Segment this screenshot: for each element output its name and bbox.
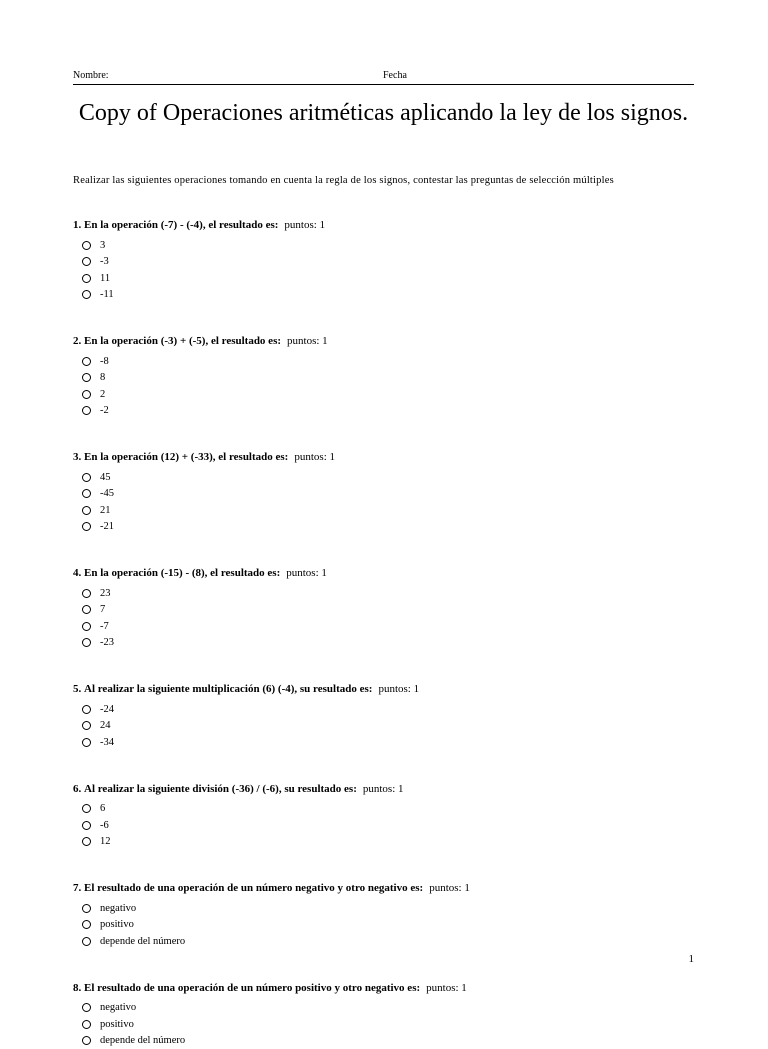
question-number: 7. xyxy=(73,882,81,894)
header-divider xyxy=(73,84,694,85)
question-text: En la operación (-3) + (-5), el resultado es: xyxy=(84,335,281,347)
question-number: 2. xyxy=(73,335,81,347)
answer-option-label: positivo xyxy=(100,919,134,930)
radio-button-icon[interactable] xyxy=(82,1003,91,1012)
answer-option-label: depende del número xyxy=(100,936,185,947)
answer-option-label: depende del número xyxy=(100,1035,185,1046)
instructions-text: Realizar las siguientes operaciones tomando en cuenta la regla de los signos, contestar las preguntas de selección múltiples xyxy=(73,173,694,189)
question-8 xyxy=(73,979,694,1049)
answer-options xyxy=(73,1000,694,1049)
answer-option[interactable] xyxy=(73,817,694,834)
question-7 xyxy=(73,879,694,950)
radio-button-icon[interactable] xyxy=(82,589,91,598)
radio-button-icon[interactable] xyxy=(82,837,91,846)
radio-button-icon[interactable] xyxy=(82,522,91,531)
answer-options xyxy=(73,469,694,535)
points-value: 1 xyxy=(322,335,328,347)
answer-option-label: -11 xyxy=(100,289,114,300)
question-text: En la operación (12) + (-33), el resultado es: xyxy=(84,451,288,463)
radio-button-icon[interactable] xyxy=(82,721,91,730)
answer-option[interactable] xyxy=(73,287,694,304)
answer-option[interactable] xyxy=(73,834,694,851)
radio-button-icon[interactable] xyxy=(82,489,91,498)
points-label: puntos: xyxy=(294,451,326,463)
answer-option-label: positivo xyxy=(100,1019,134,1030)
answer-option-label: -7 xyxy=(100,621,109,632)
answer-options xyxy=(73,237,694,303)
question-text: El resultado de una operación de un número positivo y otro negativo es: xyxy=(84,982,420,994)
page-number: 1 xyxy=(680,953,694,965)
question-prompt xyxy=(73,979,694,997)
answer-option[interactable] xyxy=(73,519,694,536)
answer-option-label: -2 xyxy=(100,405,109,416)
date-label: Fecha xyxy=(383,70,407,81)
question-text: Al realizar la siguiente multiplicación (6) (-4), su resultado es: xyxy=(84,683,372,695)
answer-options xyxy=(73,900,694,950)
question-number: 3. xyxy=(73,451,81,463)
answer-option-label: 24 xyxy=(100,720,111,731)
answer-option[interactable] xyxy=(73,734,694,751)
answer-option[interactable] xyxy=(73,270,694,287)
points-value: 1 xyxy=(414,683,420,695)
question-number: 1. xyxy=(73,219,81,231)
radio-button-icon[interactable] xyxy=(82,257,91,266)
radio-button-icon[interactable] xyxy=(82,290,91,299)
radio-button-icon[interactable] xyxy=(82,506,91,515)
question-4 xyxy=(73,564,694,651)
answer-option-label: 3 xyxy=(100,240,105,251)
answer-option[interactable] xyxy=(73,701,694,718)
answer-option[interactable] xyxy=(73,933,694,950)
points-value: 1 xyxy=(330,451,336,463)
question-1 xyxy=(73,216,694,303)
answer-option-label: -34 xyxy=(100,737,114,748)
radio-button-icon[interactable] xyxy=(82,390,91,399)
answer-option-label: negativo xyxy=(100,903,136,914)
points-value: 1 xyxy=(320,219,326,231)
answer-option[interactable] xyxy=(73,1016,694,1033)
question-prompt xyxy=(73,564,694,582)
question-number: 4. xyxy=(73,567,81,579)
answer-option-label: negativo xyxy=(100,1002,136,1013)
radio-button-icon[interactable] xyxy=(82,605,91,614)
radio-button-icon[interactable] xyxy=(82,804,91,813)
question-number: 8. xyxy=(73,982,81,994)
answer-option-label: -21 xyxy=(100,521,114,532)
answer-option-label: 23 xyxy=(100,588,111,599)
answer-option-label: -8 xyxy=(100,356,109,367)
answer-option[interactable] xyxy=(73,370,694,387)
answer-option-label: -3 xyxy=(100,256,109,267)
answer-option[interactable] xyxy=(73,635,694,652)
answer-option-label: 12 xyxy=(100,836,111,847)
answer-option[interactable] xyxy=(73,1000,694,1017)
radio-button-icon[interactable] xyxy=(82,274,91,283)
radio-button-icon[interactable] xyxy=(82,937,91,946)
answer-option-label: -23 xyxy=(100,637,114,648)
radio-button-icon[interactable] xyxy=(82,1020,91,1029)
answer-option-label: -45 xyxy=(100,488,114,499)
radio-button-icon[interactable] xyxy=(82,473,91,482)
answer-option[interactable] xyxy=(73,469,694,486)
answer-options xyxy=(73,801,694,851)
points-label: puntos: xyxy=(378,683,410,695)
points-label: puntos: xyxy=(363,783,395,795)
question-prompt xyxy=(73,332,694,350)
points-label: puntos: xyxy=(429,882,461,894)
answer-option[interactable] xyxy=(73,502,694,519)
radio-button-icon[interactable] xyxy=(82,622,91,631)
points-label: puntos: xyxy=(284,219,316,231)
answer-option[interactable] xyxy=(73,718,694,735)
points-value: 1 xyxy=(461,982,467,994)
points-value: 1 xyxy=(464,882,470,894)
answer-options xyxy=(73,585,694,651)
answer-option-label: -6 xyxy=(100,820,109,831)
radio-button-icon[interactable] xyxy=(82,638,91,647)
question-prompt xyxy=(73,780,694,798)
question-prompt xyxy=(73,879,694,897)
points-label: puntos: xyxy=(287,335,319,347)
radio-button-icon[interactable] xyxy=(82,1036,91,1045)
answer-option-label: -24 xyxy=(100,704,114,715)
answer-option-label: 21 xyxy=(100,505,111,516)
answer-option-label: 8 xyxy=(100,372,105,383)
question-text: En la operación (-7) - (-4), el resultado es: xyxy=(84,219,278,231)
answer-options xyxy=(73,701,694,751)
question-prompt xyxy=(73,680,694,698)
answer-option[interactable] xyxy=(73,917,694,934)
question-text: En la operación (-15) - (8), el resultado es: xyxy=(84,567,280,579)
answer-option-label: 45 xyxy=(100,472,111,483)
question-prompt xyxy=(73,448,694,466)
question-2 xyxy=(73,332,694,419)
header-row xyxy=(73,70,694,84)
answer-option[interactable] xyxy=(73,1033,694,1049)
points-value: 1 xyxy=(398,783,404,795)
radio-button-icon[interactable] xyxy=(82,705,91,714)
points-label: puntos: xyxy=(286,567,318,579)
question-prompt xyxy=(73,216,694,234)
points-label: puntos: xyxy=(426,982,458,994)
question-number: 5. xyxy=(73,683,81,695)
question-text: El resultado de una operación de un número negativo y otro negativo es: xyxy=(84,882,423,894)
name-label: Nombre: xyxy=(73,70,109,81)
radio-button-icon[interactable] xyxy=(82,920,91,929)
page-title: Copy of Operaciones aritméticas aplicando la ley de los signos. xyxy=(73,97,694,129)
answer-options xyxy=(73,353,694,419)
question-6 xyxy=(73,780,694,851)
answer-option[interactable] xyxy=(73,900,694,917)
answer-option[interactable] xyxy=(73,486,694,503)
radio-button-icon[interactable] xyxy=(82,406,91,415)
answer-option[interactable] xyxy=(73,353,694,370)
answer-option-label: 11 xyxy=(100,273,110,284)
answer-option[interactable] xyxy=(73,237,694,254)
question-list xyxy=(73,216,694,1049)
radio-button-icon[interactable] xyxy=(82,821,91,830)
question-text: Al realizar la siguiente división (-36) / (-6), su resultado es: xyxy=(84,783,357,795)
answer-option[interactable] xyxy=(73,254,694,271)
answer-option-label: 6 xyxy=(100,803,105,814)
answer-option[interactable] xyxy=(73,585,694,602)
answer-option[interactable] xyxy=(73,386,694,403)
radio-button-icon[interactable] xyxy=(82,241,91,250)
answer-option[interactable] xyxy=(73,618,694,635)
radio-button-icon[interactable] xyxy=(82,904,91,913)
points-value: 1 xyxy=(321,567,327,579)
question-3 xyxy=(73,448,694,535)
answer-option[interactable] xyxy=(73,602,694,619)
answer-option[interactable] xyxy=(73,403,694,420)
radio-button-icon[interactable] xyxy=(82,357,91,366)
answer-option-label: 2 xyxy=(100,389,105,400)
question-5 xyxy=(73,680,694,751)
radio-button-icon[interactable] xyxy=(82,738,91,747)
question-number: 6. xyxy=(73,783,81,795)
radio-button-icon[interactable] xyxy=(82,373,91,382)
answer-option[interactable] xyxy=(73,801,694,818)
answer-option-label: 7 xyxy=(100,604,105,615)
